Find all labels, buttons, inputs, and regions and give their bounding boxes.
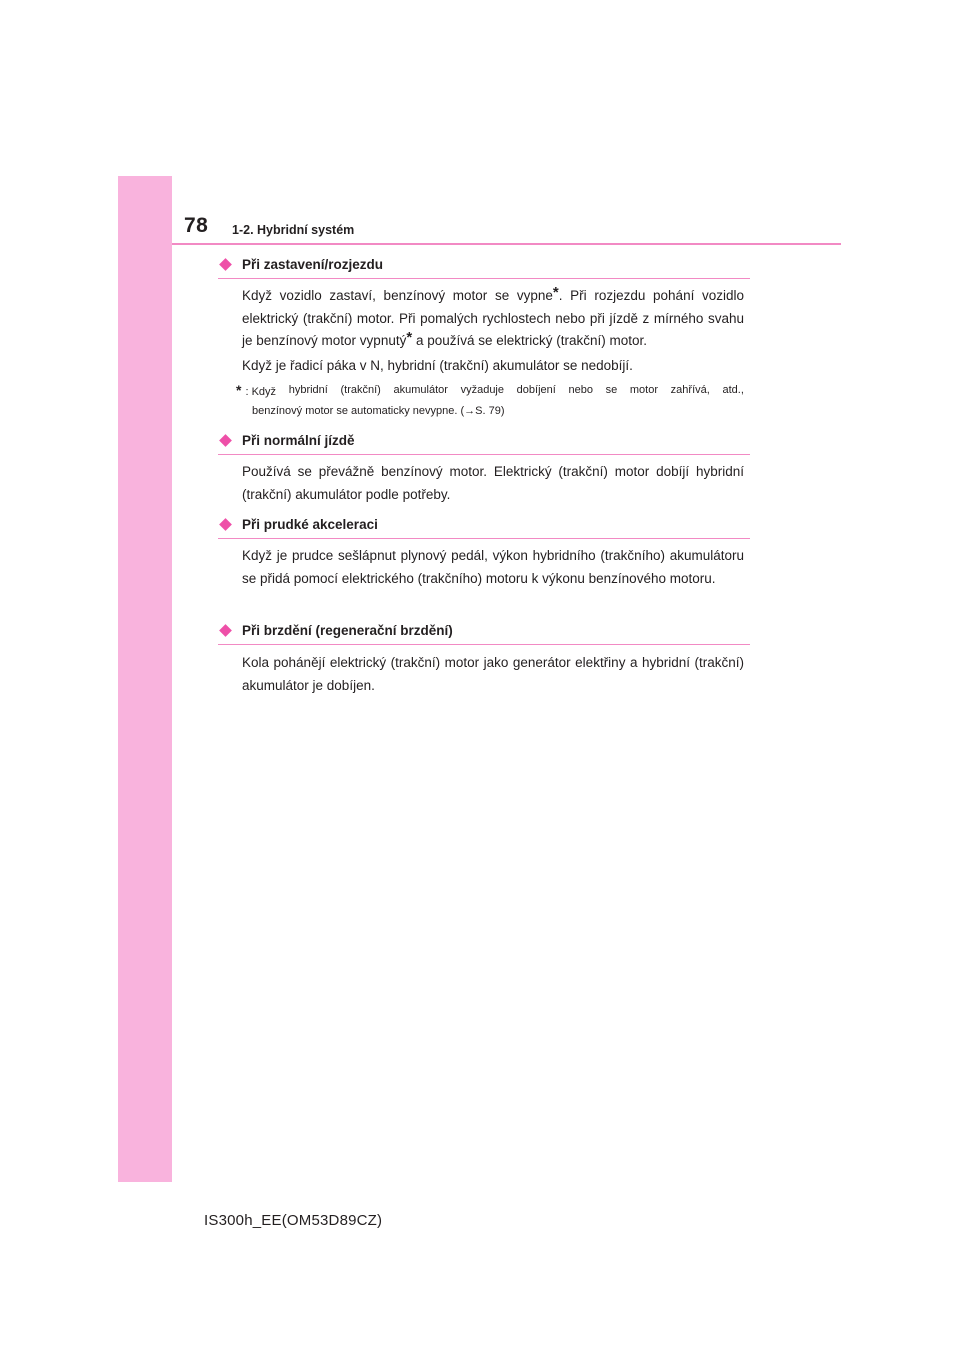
paragraph-acceleration: Když je prudce sešlápnut plynový pedál, výkon hybridního (trakčního) akumulátoru se přidá pomocí elektrického (trakčního) motoru k výkonu benzínového motoru. bbox=[242, 548, 744, 586]
footnote-marker: * bbox=[236, 382, 242, 398]
document-code: IS300h_EE(OM53D89CZ) bbox=[204, 1212, 383, 1229]
diamond-bullet-icon bbox=[219, 258, 232, 271]
header-rule bbox=[172, 243, 841, 245]
section-title: 1-2. Hybridní systém bbox=[232, 223, 355, 237]
diamond-bullet-icon bbox=[219, 434, 232, 447]
paragraph-part: a používá se elektrický (trakční) motor. bbox=[412, 333, 648, 348]
footnote-word: motor bbox=[629, 384, 659, 396]
paragraph-part: . Při rozjezdu pohání vozidlo elektrický (trakční) motor. Při pomalých rychlostech nebo při jízdě z mírného svahu je benzínový motor vypnutý bbox=[242, 288, 745, 348]
footnote-line-1 bbox=[236, 381, 744, 402]
footnote-word: hybridní bbox=[288, 384, 328, 396]
diamond-bullet-icon bbox=[219, 624, 232, 637]
heading-acceleration bbox=[218, 516, 750, 539]
footnote-word: Když bbox=[251, 386, 277, 398]
page-number: 78 bbox=[184, 214, 209, 237]
side-color-band bbox=[118, 176, 172, 1182]
heading-text: Při zastavení/rozjezdu bbox=[242, 257, 384, 272]
footnote-word: atd., bbox=[722, 384, 744, 396]
heading-stopping-starting bbox=[218, 256, 750, 279]
footnote-word: (trakční) bbox=[340, 384, 381, 396]
heading-text: Při prudké akceleraci bbox=[242, 517, 378, 532]
footnote-word: zahřívá, bbox=[670, 384, 710, 396]
diamond-bullet-icon bbox=[219, 518, 232, 531]
footnote-star: * bbox=[406, 329, 413, 346]
footnote-first-word bbox=[236, 381, 276, 402]
paragraph-normal-driving: Používá se převážně benzínový motor. Elektrický (trakční) motor dobíjí hybridní (trakční) akumulátor podle potřeby. bbox=[242, 464, 744, 502]
footnote-word: dobíjení bbox=[516, 384, 556, 396]
paragraph-braking: Kola pohánějí elektrický (trakční) motor jako generátor elektřiny a hybridní (trakční) akumulátor je dobíjen. bbox=[242, 655, 744, 693]
footnote-colon: : bbox=[245, 386, 249, 398]
heading-text: Při normální jízdě bbox=[242, 433, 355, 448]
footnote-word: nebo bbox=[568, 384, 593, 396]
paragraph-stopping-starting bbox=[242, 285, 744, 353]
paragraph-part: Když vozidlo zastaví, benzínový motor se vypne bbox=[242, 288, 553, 303]
heading-normal-driving bbox=[218, 432, 750, 455]
footnote-word: se bbox=[605, 384, 618, 396]
footnote-line-2: benzínový motor se automaticky nevypne. (→S. 79) bbox=[252, 405, 505, 417]
footnote bbox=[236, 381, 744, 421]
footnote-word: akumulátor bbox=[393, 384, 448, 396]
footnote-word: vyžaduje bbox=[460, 384, 504, 396]
heading-braking bbox=[218, 622, 750, 645]
paragraph-neutral: Když je řadicí páka v N, hybridní (trakční) akumulátor se nedobíjí. bbox=[242, 358, 633, 373]
footnote-star: * bbox=[552, 284, 559, 301]
heading-text: Při brzdění (regenerační brzdění) bbox=[242, 623, 453, 638]
